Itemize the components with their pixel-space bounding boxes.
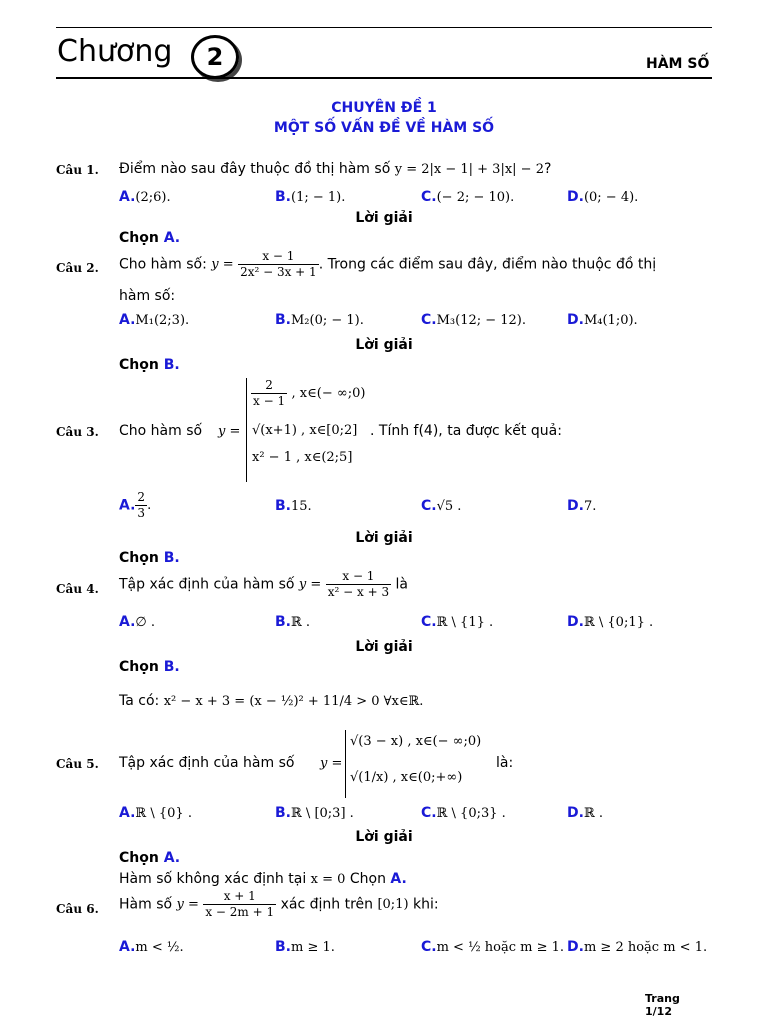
option-c: C.m < ½ hoặc m ≥ 1. xyxy=(421,939,565,955)
function-name: y = xyxy=(320,756,343,771)
option-c: C.ℝ \ {0;3} . xyxy=(421,805,506,821)
option-c: C.√5 . xyxy=(421,498,462,514)
piece-2: √(x+1) , x∈[0;2] xyxy=(252,423,358,438)
answer-line: Chọn B. xyxy=(119,550,180,566)
piece-1: $\frac{2}{x - 1}$ , x∈(− ∞;0) xyxy=(253,378,366,408)
option-c: C.(− 2; − 10). xyxy=(421,189,515,205)
question-number: Câu 1. xyxy=(56,163,99,177)
header-rule xyxy=(56,77,712,79)
option-d: D.ℝ \ {0;1} . xyxy=(567,614,654,630)
option-d: D.7. xyxy=(567,498,597,514)
topic-line2: MỘT SỐ VẤN ĐỀ VỀ HÀM SỐ xyxy=(273,120,495,136)
option-c: C.ℝ \ {1} . xyxy=(421,614,494,630)
option-a: A.(2;6). xyxy=(119,189,171,205)
solution-heading: Lời giải xyxy=(355,639,413,655)
explanation: Ta có: x² − x + 3 = (x − ½)² + 11/4 > 0 ∀x∈ℝ. xyxy=(119,693,424,709)
function-name: y = xyxy=(218,424,241,439)
question-text: Hàm số y = $\frac{x + 1}{x - 2m + 1}$ xác định trên [0;1) khi: xyxy=(119,889,439,919)
question-text: Cho hàm số: y = $\frac{x - 1}{\text{2x² − 3x + 1}}$ . Trong các điểm sau đây, điểm nào thuộc đồ thị xyxy=(119,249,657,279)
piecewise-brace xyxy=(345,730,346,798)
question-number: Câu 2. xyxy=(56,261,99,275)
option-a: A.M₁(2;3). xyxy=(119,312,190,328)
option-a: A.ℝ \ {0} . xyxy=(119,805,192,821)
question-tail: là: xyxy=(496,755,514,771)
solution-heading: Lời giải xyxy=(355,210,413,226)
option-d: D.ℝ . xyxy=(567,805,604,821)
piece-2: √(1/x) , x∈(0;+∞) xyxy=(350,770,463,785)
option-d: D.(0; − 4). xyxy=(567,189,639,205)
answer-line: Chọn A. xyxy=(119,850,181,866)
question-text-cont: hàm số: xyxy=(119,288,176,304)
option-b: B.(1; − 1). xyxy=(275,189,346,205)
page-number: Trang 1/12 xyxy=(645,992,680,1018)
question-text: Tập xác định của hàm số y = $\frac{x - 1}{\text{x² − x + 3}}$ là xyxy=(119,569,409,599)
question-text: Tập xác định của hàm số xyxy=(119,755,295,771)
option-b: B.15. xyxy=(275,498,312,514)
piecewise-brace xyxy=(246,378,247,482)
option-b: B.M₂(0; − 1). xyxy=(275,312,364,328)
question-tail: . Tính f(4), ta được kết quả: xyxy=(370,423,562,439)
option-d: D.m ≥ 2 hoặc m < 1. xyxy=(567,939,708,955)
answer-line: Chọn B. xyxy=(119,659,180,675)
fraction: $\frac{x - 1}{\text{2x² − 3x + 1}}$ xyxy=(240,249,317,279)
option-b: B.ℝ . xyxy=(275,614,311,630)
topic-line1: CHUYÊN ĐỀ 1 xyxy=(331,100,437,116)
option-b: B.m ≥ 1. xyxy=(275,939,335,955)
option-c: C.M₃(12; − 12). xyxy=(421,312,527,328)
option-a: A.m < ½. xyxy=(119,939,184,955)
question-text: Điểm nào sau đây thuộc đồ thị hàm số y = 2|x − 1| + 3|x| − 2? xyxy=(119,161,552,177)
top-rule xyxy=(56,27,712,28)
solution-heading: Lời giải xyxy=(355,829,413,845)
question-text: Cho hàm số xyxy=(119,423,203,439)
question-number: Câu 4. xyxy=(56,582,99,596)
fraction: $\frac{x - 1}{\text{x² − x + 3}}$ xyxy=(327,569,390,599)
answer-line: Chọn B. xyxy=(119,357,180,373)
option-b: B.ℝ \ [0;3] . xyxy=(275,805,354,821)
question-number: Câu 3. xyxy=(56,425,99,439)
section-title: HÀM SỐ xyxy=(646,56,710,72)
chapter-word: Chương xyxy=(57,34,173,69)
answer-line: Chọn A. xyxy=(119,230,181,246)
solution-heading: Lời giải xyxy=(355,530,413,546)
explanation: Hàm số không xác định tại x = 0 Chọn A. xyxy=(119,871,407,887)
solution-heading: Lời giải xyxy=(355,337,413,353)
chapter-number-badge xyxy=(191,35,239,79)
chapter-number: 2 xyxy=(206,43,224,71)
option-d: D.M₄(1;0). xyxy=(567,312,638,328)
piece-1: √(3 − x) , x∈(− ∞;0) xyxy=(350,734,482,749)
option-a: A.∅ . xyxy=(119,614,156,630)
question-number: Câu 5. xyxy=(56,757,99,771)
fraction: $\frac{x + 1}{x - 2m + 1}$ xyxy=(205,889,275,919)
option-a: A. $\frac{2}{3}$ . xyxy=(119,490,152,520)
piece-3: x² − 1 , x∈(2;5] xyxy=(252,450,353,465)
question-number: Câu 6. xyxy=(56,902,99,916)
formula: y = 2|x − 1| + 3|x| − 2 xyxy=(394,162,544,177)
